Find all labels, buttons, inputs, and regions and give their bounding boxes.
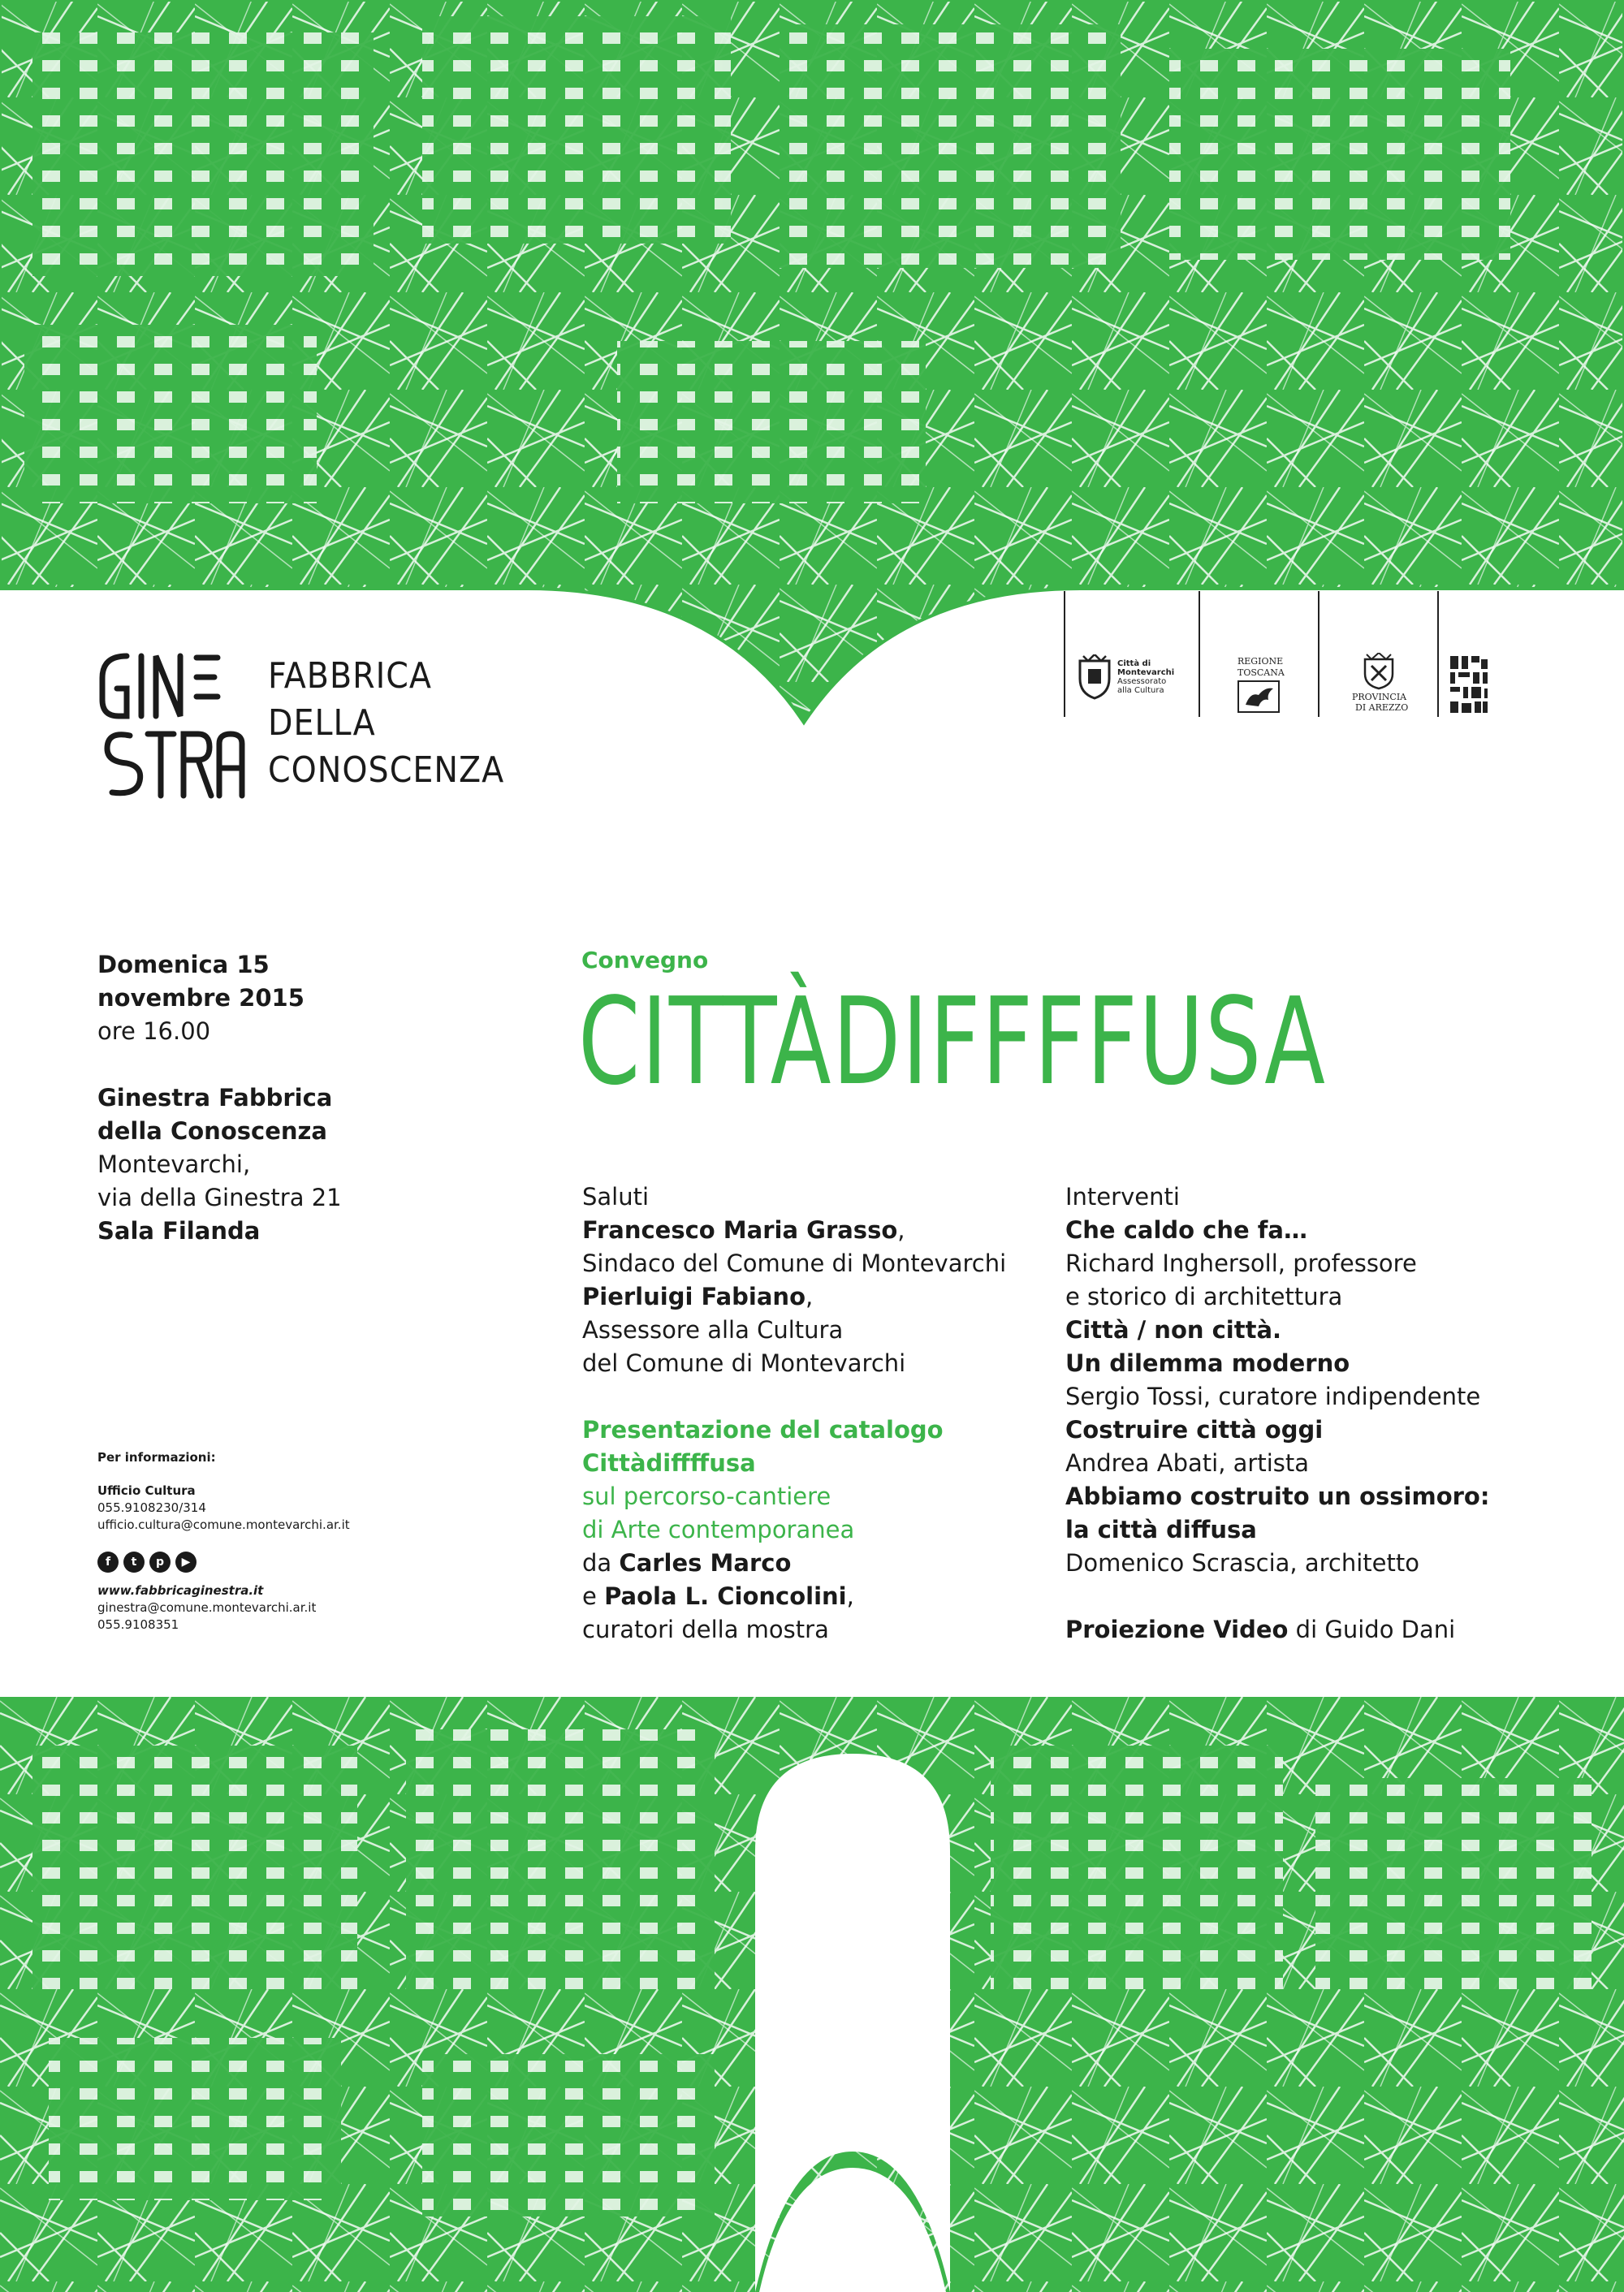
saluti-label: Saluti xyxy=(582,1183,650,1211)
address-line1: Montevarchi, xyxy=(97,1150,251,1178)
partner-provincia-arezzo xyxy=(1318,591,1438,717)
venue-line1: Ginestra Fabbrica xyxy=(97,1084,333,1111)
event-room: Sala Filanda xyxy=(97,1217,261,1245)
speaker2-role-line1: Assessore alla Cultura xyxy=(582,1316,844,1344)
arezzo-label-1: PROVINCIA xyxy=(1352,692,1407,702)
video-author: di Guido Dani xyxy=(1288,1616,1456,1643)
talk3-title: Costruire città oggi xyxy=(1065,1416,1324,1444)
ginestra-logo xyxy=(96,650,505,812)
info-heading: Per informazioni: xyxy=(97,1450,216,1465)
office-email[interactable]: ufficio.cultura@comune.montevarchi.ar.it xyxy=(97,1517,350,1532)
pegasus-icon xyxy=(1237,680,1280,713)
montevarchi-label-1: Città di xyxy=(1117,659,1151,668)
toscana-label-1: REGIONE xyxy=(1237,656,1284,667)
coat-of-arms-icon xyxy=(1362,653,1396,690)
partner-logos xyxy=(1064,591,1535,721)
contact-phone[interactable]: 055.9108351 xyxy=(97,1617,179,1632)
talk2-title-line2: Un dilemma moderno xyxy=(1065,1349,1350,1377)
bottom-artwork-svg xyxy=(0,1697,1624,2292)
event-time: ore 16.00 xyxy=(97,1017,211,1045)
event-kicker: Convegno xyxy=(581,947,709,973)
page-title: CITTÀDIFFFFUSA xyxy=(578,972,1327,1111)
video-label: Proiezione Video xyxy=(1065,1616,1289,1643)
talk1-speaker-line1: Richard Inghersoll, professore xyxy=(1065,1250,1417,1277)
logo-word-2: DELLA xyxy=(268,702,376,744)
event-date-line2: novembre 2015 xyxy=(97,984,304,1012)
arezzo-label-2: DI AREZZO xyxy=(1355,702,1409,713)
partner-fourth-logo xyxy=(1437,591,1535,717)
talk3-speaker: Andrea Abati, artista xyxy=(1065,1449,1309,1477)
interventi-label: Interventi xyxy=(1065,1183,1180,1211)
curator2-name: Paola L. Cioncolini xyxy=(604,1582,847,1610)
ginestra-logo-mark xyxy=(96,650,258,804)
twitter-icon[interactable]: t xyxy=(123,1552,145,1573)
contact-info xyxy=(97,1449,471,1634)
social-icons xyxy=(97,1552,471,1573)
logo-word-1: FABBRICA xyxy=(268,655,433,697)
talk4-speaker: Domenico Scrascia, architetto xyxy=(1065,1549,1420,1577)
talk2-title-line1: Città / non città. xyxy=(1065,1316,1282,1344)
presentation-line4: di Arte contemporanea xyxy=(582,1516,855,1543)
montevarchi-label-2: Montevarchi xyxy=(1117,668,1175,677)
geometric-logo-icon xyxy=(1450,656,1488,713)
website-link[interactable]: www.fabbricaginestra.it xyxy=(97,1583,264,1598)
facebook-icon[interactable]: f xyxy=(97,1552,119,1573)
montevarchi-label-4: alla Cultura xyxy=(1117,686,1164,695)
address-line2: via della Ginestra 21 xyxy=(97,1184,342,1211)
presentation-title: Presentazione del catalogo xyxy=(582,1416,944,1444)
bottom-green-artwork xyxy=(0,1697,1624,2292)
talk1-title: Che caldo che fa… xyxy=(1065,1216,1307,1244)
by-prefix: da xyxy=(582,1549,620,1577)
speaker1-name: Francesco Maria Grasso xyxy=(582,1216,898,1244)
event-details xyxy=(97,948,471,1248)
speaker1-role: Sindaco del Comune di Montevarchi xyxy=(582,1250,1007,1277)
partner-regione-toscana xyxy=(1199,591,1319,717)
program-talks xyxy=(1065,1181,1618,1647)
speaker2-name: Pierluigi Fabiano xyxy=(582,1283,806,1310)
catalog-title: Cittàdiffffusa xyxy=(582,1449,756,1477)
coat-of-arms-icon xyxy=(1077,654,1112,700)
office-name: Ufficio Cultura xyxy=(97,1483,196,1498)
logo-wordmark xyxy=(268,653,504,794)
presentation-line3: sul percorso-cantiere xyxy=(582,1483,831,1510)
and-prefix: e xyxy=(582,1582,605,1610)
talk4-title-line1: Abbiamo costruito un ossimoro: xyxy=(1065,1483,1490,1510)
logo-word-3: CONOSCENZA xyxy=(268,749,505,791)
speaker2-role-line2: del Comune di Montevarchi xyxy=(582,1349,906,1377)
program-greetings: Saluti Francesco Maria Grasso, Sindaco del Comune di Montevarchi Pierluigi Fabiano, Assessore alla Cultura del Comune di Montevarchi Presentazione del catalogo Cittàdiffffusa sul percorso-cantiere di Arte contemporanea da Carles Marco e Paola L. Cioncolini, curatori della mostra xyxy=(582,1181,1069,1647)
partner-montevarchi xyxy=(1064,591,1199,717)
youtube-icon[interactable]: ▶ xyxy=(175,1552,197,1573)
event-date-line1: Domenica 15 xyxy=(97,951,270,978)
venue-line2: della Conoscenza xyxy=(97,1117,327,1145)
curator1-name: Carles Marco xyxy=(619,1549,792,1577)
talk2-speaker: Sergio Tossi, curatore indipendente xyxy=(1065,1383,1481,1410)
toscana-label-2: TOSCANA xyxy=(1237,667,1285,678)
montevarchi-label-3: Assessorato xyxy=(1117,677,1167,686)
office-phone[interactable]: 055.9108230/314 xyxy=(97,1500,206,1515)
curators-role: curatori della mostra xyxy=(582,1616,829,1643)
pinterest-icon[interactable]: p xyxy=(149,1552,171,1573)
talk4-title-line2: la città diffusa xyxy=(1065,1516,1257,1543)
contact-email[interactable]: ginestra@comune.montevarchi.ar.it xyxy=(97,1600,317,1615)
talk1-speaker-line2: e storico di architettura xyxy=(1065,1283,1343,1310)
